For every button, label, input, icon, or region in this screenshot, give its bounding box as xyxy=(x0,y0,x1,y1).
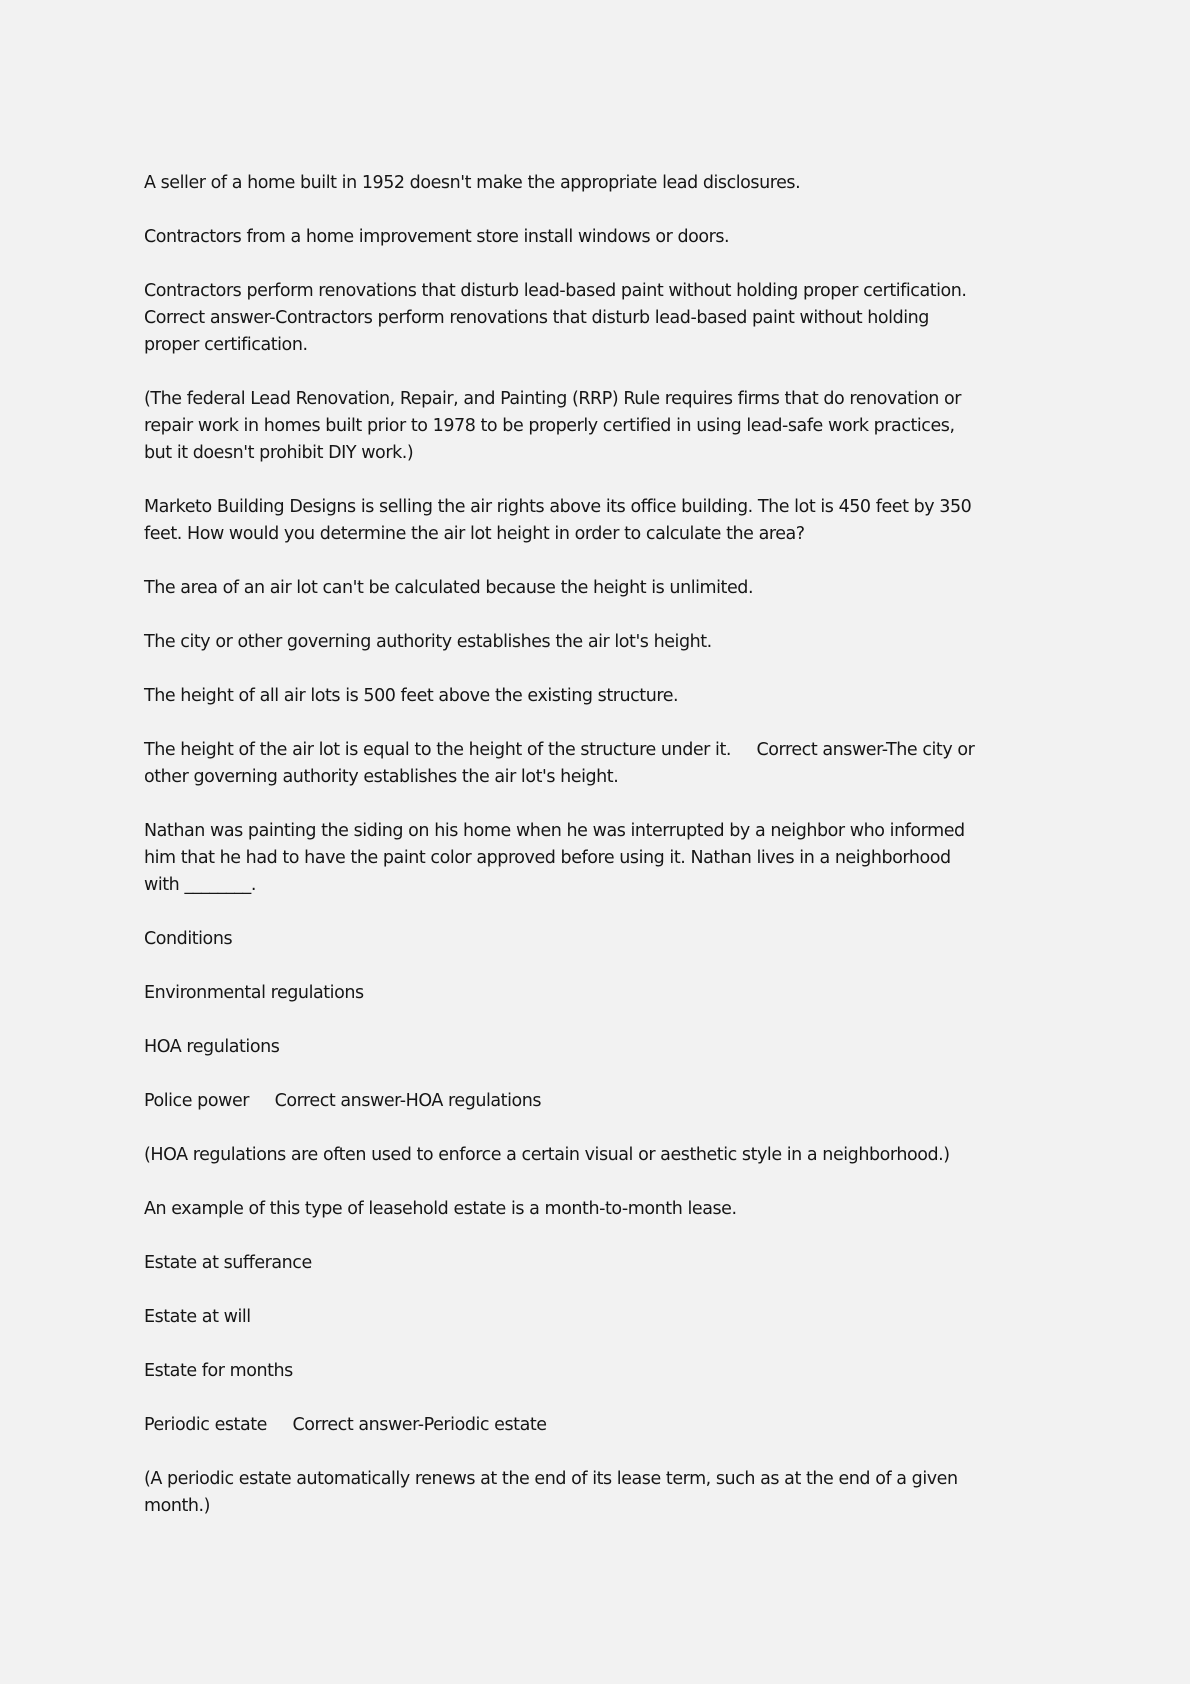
paragraph-question-nathan: Nathan was painting the siding on his home when he was interrupted by a neighbor who informed him that he had to have the paint color approved before using it. Nathan lives in a neighborhood with ________. xyxy=(144,821,965,895)
paragraph-answer-certification: Contractors perform renovations that disturb lead-based paint without holding proper certification. Correct answer-Contractors perform renovations that disturb lead-based paint without holding proper certification. xyxy=(144,281,967,355)
paragraph-option-conditions: Conditions xyxy=(144,929,233,949)
paragraph-answer-periodic: Periodic estate Correct answer-Periodic estate xyxy=(144,1415,547,1435)
paragraph-explanation-periodic: (A periodic estate automatically renews at the end of its lease term, such as at the end of a given month.) xyxy=(144,1469,958,1516)
paragraph-option-months: Estate for months xyxy=(144,1361,293,1381)
paragraph-explanation-rrp: (The federal Lead Renovation, Repair, and Painting (RRP) Rule requires firms that do renovation or repair work in homes built prior to 1978 to be properly certified in using lead-safe work practices, but it doesn't prohibit DIY work.) xyxy=(144,389,962,463)
paragraph-question-leasehold: An example of this type of leasehold estate is a month-to-month lease. xyxy=(144,1199,737,1219)
document-page xyxy=(144,170,1044,1547)
paragraph-option-windows-doors: Contractors from a home improvement store install windows or doors. xyxy=(144,227,730,247)
paragraph-answer-air-lot: The height of the air lot is equal to the height of the structure under it. Correct answer-The city or other governing authority establishes the air lot's height. xyxy=(144,740,975,787)
paragraph-option-sufferance: Estate at sufferance xyxy=(144,1253,312,1273)
paragraph-option-lead-disclosures: A seller of a home built in 1952 doesn't make the appropriate lead disclosures. xyxy=(144,173,801,193)
paragraph-option-500-feet: The height of all air lots is 500 feet above the existing structure. xyxy=(144,686,679,706)
paragraph-option-unlimited: The area of an air lot can't be calculated because the height is unlimited. xyxy=(144,578,754,598)
paragraph-option-environmental: Environmental regulations xyxy=(144,983,364,1003)
paragraph-explanation-hoa: (HOA regulations are often used to enforce a certain visual or aesthetic style in a neighborhood.) xyxy=(144,1145,950,1165)
paragraph-option-will: Estate at will xyxy=(144,1307,251,1327)
paragraph-option-city-authority: The city or other governing authority establishes the air lot's height. xyxy=(144,632,712,652)
paragraph-option-hoa: HOA regulations xyxy=(144,1037,280,1057)
paragraph-question-air-rights: Marketo Building Designs is selling the air rights above its office building. The lot is 450 feet by 350 feet. How would you determine the air lot height in order to calculate the area? xyxy=(144,497,972,544)
paragraph-answer-hoa: Police power Correct answer-HOA regulations xyxy=(144,1091,542,1111)
